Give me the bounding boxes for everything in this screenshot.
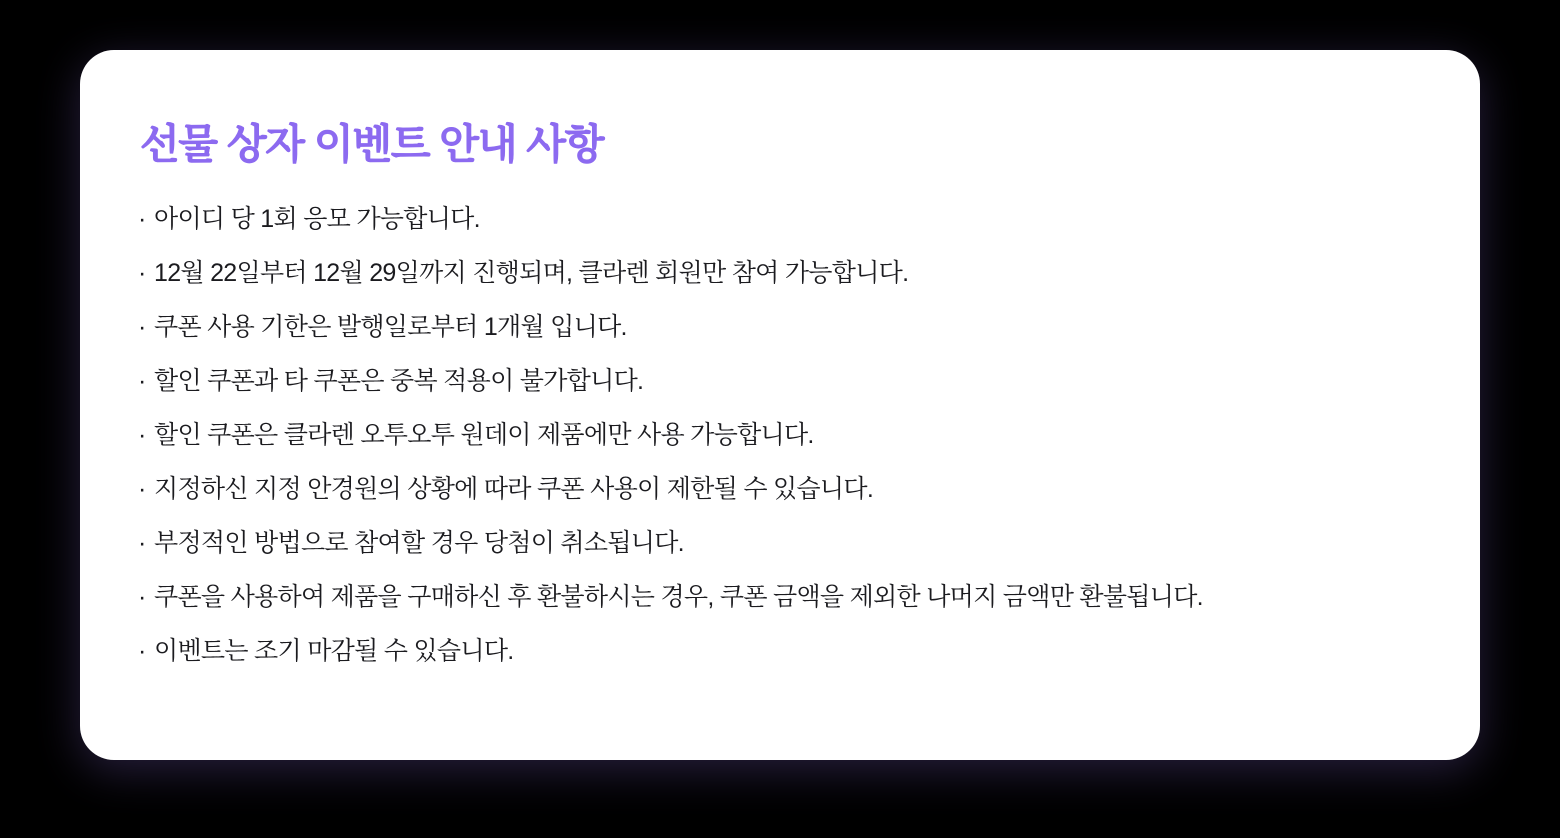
bullet-icon: ·	[138, 259, 146, 288]
list-item-text: 할인 쿠폰은 클라렌 오투오투 원데이 제품에만 사용 가능합니다.	[154, 421, 814, 450]
list-item	[138, 365, 1420, 398]
page-title: 선물 상자 이벤트 안내 사항	[140, 121, 604, 167]
list-item	[138, 311, 1420, 344]
list-item-text: 12월 22일부터 12월 29일까지 진행되며, 클라렌 회원만 참여 가능합니다.	[154, 259, 909, 288]
list-item-text: 할인 쿠폰과 타 쿠폰은 중복 적용이 불가합니다.	[154, 367, 644, 396]
bullet-icon: ·	[138, 367, 146, 396]
bullet-icon: ·	[138, 529, 146, 558]
list-item-text: 쿠폰을 사용하여 제품을 구매하신 후 환불하시는 경우, 쿠폰 금액을 제외한 나머지 금액만 환불됩니다.	[154, 583, 1203, 612]
list-item	[138, 527, 1420, 560]
list-item	[138, 203, 1420, 236]
event-notice-card	[80, 50, 1480, 760]
bullet-icon: ·	[138, 637, 146, 666]
list-item	[138, 473, 1420, 506]
list-item	[138, 419, 1420, 452]
list-item-text: 부정적인 방법으로 참여할 경우 당첨이 취소됩니다.	[154, 529, 684, 558]
list-item-text: 아이디 당 1회 응모 가능합니다.	[154, 205, 480, 234]
list-item	[138, 581, 1420, 614]
list-item-text: 쿠폰 사용 기한은 발행일로부터 1개월 입니다.	[154, 313, 627, 342]
bullet-icon: ·	[138, 475, 146, 504]
bullet-icon: ·	[138, 313, 146, 342]
bullet-icon: ·	[138, 583, 146, 612]
list-item-text: 지정하신 지정 안경원의 상황에 따라 쿠폰 사용이 제한될 수 있습니다.	[154, 475, 874, 504]
bullet-icon: ·	[138, 421, 146, 450]
list-item-text: 이벤트는 조기 마감될 수 있습니다.	[154, 637, 514, 666]
bullet-icon: ·	[138, 205, 146, 234]
list-item	[138, 635, 1420, 668]
notice-list	[138, 203, 1420, 668]
list-item	[138, 257, 1420, 290]
